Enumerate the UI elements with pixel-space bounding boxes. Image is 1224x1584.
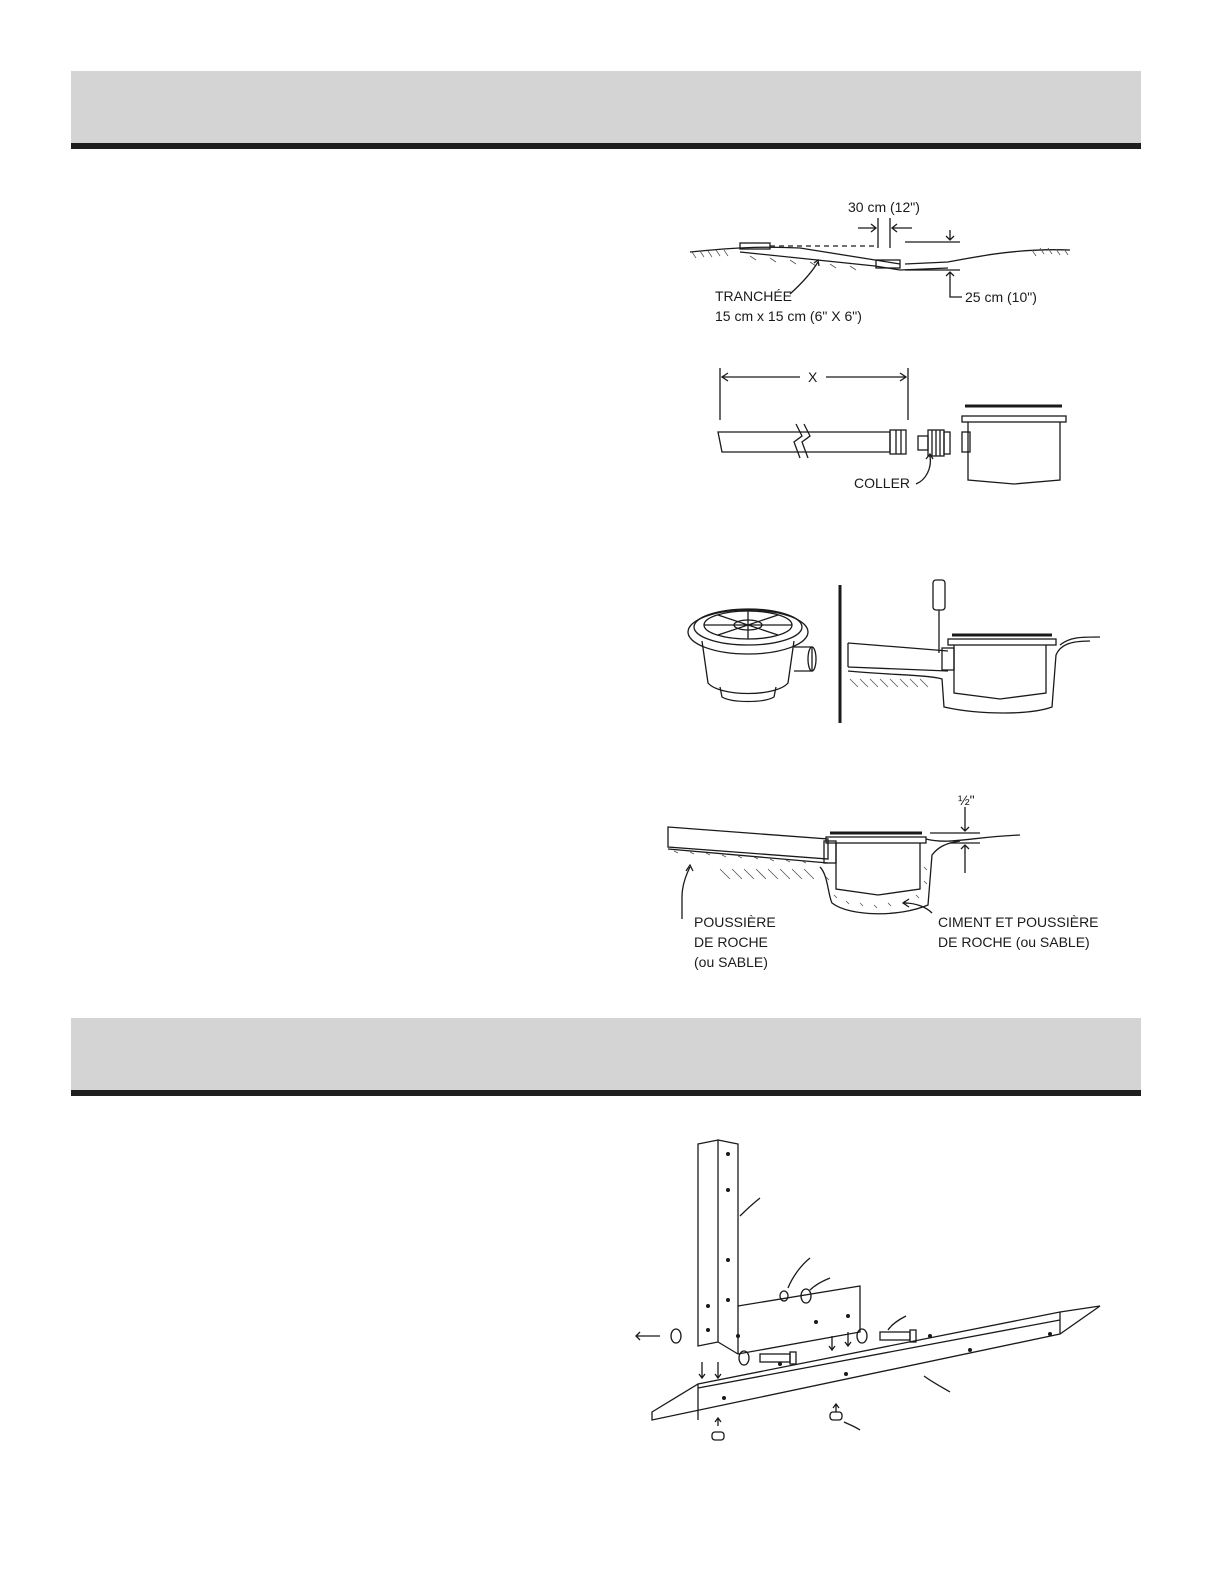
- right-label-line1: CIMENT ET POUSSIÈRE: [938, 914, 1099, 930]
- section-header-rule-1: [71, 143, 1141, 149]
- left-label-line2: DE ROCHE: [694, 934, 768, 950]
- drain-installation-diagram: [660, 785, 1110, 980]
- pipe-length-label: X: [808, 369, 818, 385]
- right-label-line2: DE ROCHE (ou SABLE): [938, 934, 1090, 950]
- section-header-rule-2: [71, 1090, 1141, 1096]
- trench-depth-label: 25 cm (10"): [965, 289, 1037, 305]
- section-header-band-2: [71, 1018, 1141, 1090]
- section-header-band-1: [71, 71, 1141, 143]
- half-inch-label: ½": [958, 792, 975, 808]
- drain-tightening-diagram: [680, 575, 1100, 730]
- trench-label-line2: 15 cm x 15 cm (6" X 6"): [715, 308, 862, 324]
- trench-diagram: [680, 190, 1080, 340]
- glue-label: COLLER: [854, 475, 911, 491]
- frame-assembly-diagram: [620, 1130, 1110, 1450]
- trench-width-label: 30 cm (12"): [848, 199, 920, 215]
- trench-label-line1: TRANCHÉE: [715, 288, 793, 304]
- left-label-line1: POUSSIÈRE: [694, 914, 776, 930]
- pipe-assembly-diagram: [700, 360, 1080, 500]
- left-label-line3: (ou SABLE): [694, 954, 768, 970]
